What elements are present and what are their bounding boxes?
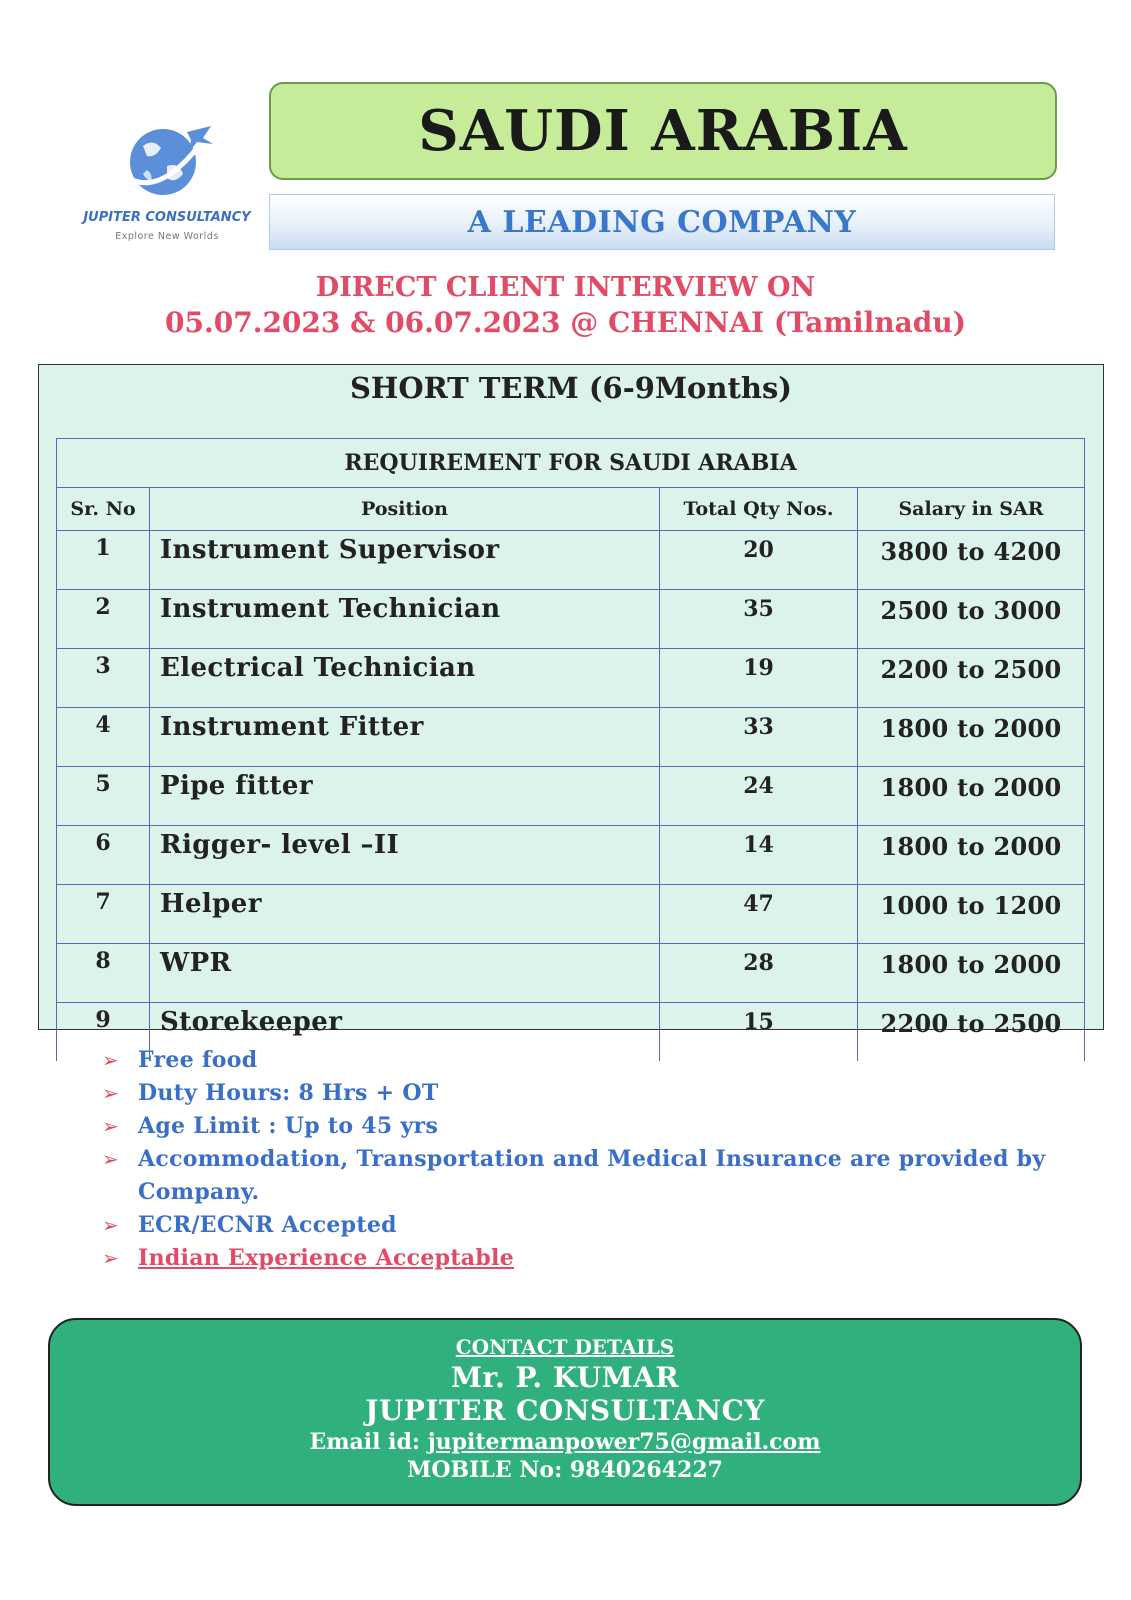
benefit-item: ➢ Free food	[102, 1044, 1062, 1077]
benefit-item-highlight: ➢ Indian Experience Acceptable	[102, 1242, 1062, 1275]
cell-salary: 2200 to 2500	[858, 1003, 1085, 1062]
cell-sr: 4	[57, 708, 150, 767]
cell-sr: 3	[57, 649, 150, 708]
table-row	[57, 885, 1085, 944]
cell-position: Instrument Technician	[150, 590, 660, 649]
term-heading: SHORT TERM (6-9Months)	[349, 371, 793, 405]
contact-name: Mr. P. KUMAR	[450, 1361, 680, 1394]
cell-sr: 6	[57, 826, 150, 885]
cell-qty: 15	[660, 1003, 858, 1062]
cell-sr: 8	[57, 944, 150, 1003]
cell-qty: 28	[660, 944, 858, 1003]
requirements-table	[56, 438, 1085, 1061]
cell-qty: 33	[660, 708, 858, 767]
cell-salary: 3800 to 4200	[858, 531, 1085, 590]
title-banner	[269, 82, 1057, 180]
requirements-panel	[38, 364, 1104, 1038]
cell-qty: 47	[660, 885, 858, 944]
interview-dates: 05.07.2023 & 06.07.2023 @ CHENNAI (Tamilnadu)	[165, 306, 966, 339]
table-row	[57, 708, 1085, 767]
benefit-item: ➢ Duty Hours: 8 Hrs + OT	[102, 1077, 1062, 1110]
column-header: Total Qty Nos.	[660, 488, 858, 531]
logo-tagline: Explore New Worlds	[115, 231, 219, 242]
cell-position: Rigger- level –II	[150, 826, 660, 885]
benefit-item: ➢ Age Limit : Up to 45 yrs	[102, 1110, 1062, 1143]
table-row	[57, 944, 1085, 1003]
email-link[interactable]: jupitermanpower75@gmail.com	[427, 1429, 821, 1455]
cell-position: Helper	[150, 885, 660, 944]
cell-position: Pipe fitter	[150, 767, 660, 826]
cell-qty: 19	[660, 649, 858, 708]
cell-sr: 7	[57, 885, 150, 944]
cell-position: Electrical Technician	[150, 649, 660, 708]
column-header: Salary in SAR	[858, 488, 1085, 531]
table-caption: REQUIREMENT FOR SAUDI ARABIA	[57, 439, 1085, 488]
page-title: SAUDI ARABIA	[418, 98, 908, 164]
table-row	[57, 649, 1085, 708]
cell-position: WPR	[150, 944, 660, 1003]
contact-email-line	[50, 1429, 1080, 1455]
benefits-list	[102, 1044, 1062, 1275]
contact-company: JUPITER CONSULTANCY	[365, 1394, 765, 1427]
email-label: Email id:	[309, 1429, 428, 1455]
company-logo	[62, 118, 272, 268]
cell-salary: 1800 to 2000	[858, 944, 1085, 1003]
benefit-item: ➢ ECR/ECNR Accepted	[102, 1209, 1062, 1242]
column-header: Sr. No	[57, 488, 150, 531]
logo-company-name: JUPITER CONSULTANCY	[83, 210, 251, 225]
table-row	[57, 531, 1085, 590]
table-row	[57, 590, 1085, 649]
cell-position: Instrument Fitter	[150, 708, 660, 767]
cell-salary: 2500 to 3000	[858, 590, 1085, 649]
cell-position: Storekeeper	[150, 1003, 660, 1062]
column-header: Position	[150, 488, 660, 531]
cell-qty: 35	[660, 590, 858, 649]
cell-salary: 1800 to 2000	[858, 708, 1085, 767]
table-row	[57, 767, 1085, 826]
cell-position: Instrument Supervisor	[150, 531, 660, 590]
cell-salary: 1800 to 2000	[858, 767, 1085, 826]
cell-sr: 5	[57, 767, 150, 826]
cell-qty: 24	[660, 767, 858, 826]
cell-salary: 2200 to 2500	[858, 649, 1085, 708]
contact-box	[48, 1318, 1082, 1506]
benefit-item: ➢ Accommodation, Transportation and Medical Insurance are provided by Company.	[102, 1143, 1062, 1209]
cell-sr: 9	[57, 1003, 150, 1062]
subtitle-banner	[269, 194, 1055, 250]
contact-heading: CONTACT DETAILS	[455, 1335, 675, 1359]
cell-sr: 1	[57, 531, 150, 590]
table-header-row	[57, 488, 1085, 531]
page-subtitle: A LEADING COMPANY	[467, 204, 857, 240]
cell-qty: 20	[660, 531, 858, 590]
cell-qty: 14	[660, 826, 858, 885]
interview-heading: DIRECT CLIENT INTERVIEW ON	[315, 272, 816, 303]
cell-salary: 1800 to 2000	[858, 826, 1085, 885]
table-row	[57, 826, 1085, 885]
globe-plane-icon	[117, 118, 217, 204]
cell-sr: 2	[57, 590, 150, 649]
contact-mobile: MOBILE No: 9840264227	[407, 1457, 723, 1483]
cell-salary: 1000 to 1200	[858, 885, 1085, 944]
